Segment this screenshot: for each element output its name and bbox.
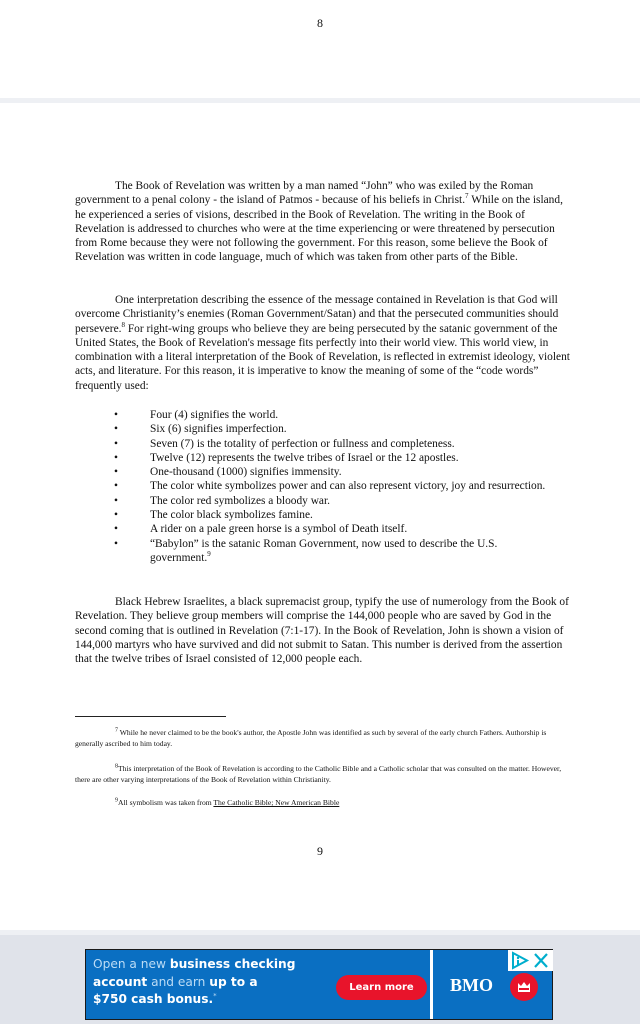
- learn-more-button[interactable]: Learn more: [336, 975, 427, 1000]
- footnote-ref[interactable]: 9: [207, 550, 211, 559]
- paragraph-text: Black Hebrew Israelites, a black supremacist group, typify the use of numerology from the Book of Revelation. They believe group members will comprise the 144,000 people who are saved by God in the second coming that is outlined in Revelation (7:1-17). In the Book of Revelation, John is shown a vision of 144,000 martyrs who have survived and did not submit to Satan. This number is derived from the assertion that the twelve tribes of Israel consisted of 12,000 people each.: [75, 596, 569, 666]
- footnote-number: 8: [115, 763, 118, 770]
- list-item: • Four (4) signifies the world.: [114, 409, 279, 421]
- bullet-icon: •: [114, 480, 118, 493]
- list-item: • The color black symbolizes famine.: [114, 509, 313, 522]
- paragraph-text: The Book of Revelation was written by a man named “John” who was exiled by the Roman government to a penal colony - the island of Patmos - because of his beliefs in Christ.: [75, 180, 534, 207]
- bullet-icon: •: [114, 537, 118, 550]
- ad-headline[interactable]: Open a new business checking account and earn up to a $750 cash bonus.*: [93, 957, 296, 1006]
- list-item: • “Babylon” is the satanic Roman Government, now used to describe the U.S. government.$^9$: [114, 537, 498, 564]
- paragraph-text: For right-wing groups who believe they are being persecuted by the satanic government of the United States, the Book of Revelation's message fits perfectly into their world view. This world view, in combination with a literal interpretation of the Book of Revelation, is reflected in extremist ideology, violent acts, and literature. For this reason, it is imperative to know the meaning of some of the “code words” frequently used:: [75, 322, 570, 392]
- page-separator: [0, 98, 640, 103]
- bullet-icon: •: [114, 451, 118, 464]
- list-item: • The color white symbolizes power and can also represent victory, joy and resurrection.: [114, 480, 546, 493]
- adchoices-icon: [513, 953, 527, 968]
- list-item: • One-thousand (1000) signifies immensity.: [114, 466, 342, 479]
- code-words-list: [110, 408, 550, 565]
- bullet-icon: •: [114, 423, 118, 436]
- footnote-divider: [75, 716, 226, 717]
- bullet-icon: •: [114, 437, 118, 450]
- bmo-roundel-icon: [510, 973, 538, 1001]
- bullet-icon: •: [114, 409, 118, 421]
- footnote-number: 9: [115, 797, 118, 804]
- citation-link[interactable]: The Catholic Bible; New American Bible: [213, 798, 340, 807]
- list-item: • Seven (7) is the totality of perfection or fullness and completeness.: [114, 437, 455, 450]
- footnote-9: $^9$All symbolism was taken from The Catholic Bible; New American Bible: [115, 797, 340, 807]
- list-item: • Six (6) signifies imperfection.: [114, 423, 287, 436]
- footnote-number: 7: [115, 727, 118, 734]
- bullet-icon: •: [114, 466, 118, 479]
- ad-divider: [430, 950, 433, 1019]
- footnote-ref[interactable]: 8: [121, 320, 125, 329]
- brand-logo: BMO: [450, 975, 493, 995]
- list-item: • Twelve (12) represents the twelve tribes of Israel or the 12 apostles.: [114, 451, 459, 464]
- bullet-icon: •: [114, 523, 118, 536]
- footnote-8: $^8$This interpretation of the Book of Revelation is according to the Catholic Bible and a Catholic scholar that was consulted on the matter. However, there are other varying interpretations of the Book of Revelation within Christianity.: [75, 763, 562, 784]
- bullet-icon: •: [114, 494, 118, 507]
- ad-choices[interactable]: [508, 950, 553, 971]
- bullet-icon: •: [114, 509, 118, 522]
- paragraph-text: While on the island, he experienced a series of visions, described in the Book of Revelation. The writing in the Book of Revelation is addressed to churches who were at the time experiencing or were threatened by persecution from Rome because they were not following the government. For this reason, some believe the Book of Revelation was written in code language, much of which was taken from other parts of the Bible.: [75, 194, 563, 264]
- page-number-top: 8: [317, 16, 323, 30]
- paragraph-text: One interpretation describing the essence of the message contained in Revelation is that God will overcome Christianity’s enemies (Roman Government/Satan) and that the persecuted communities should persevere.: [75, 294, 559, 335]
- list-item: • The color red symbolizes a bloody war.: [114, 494, 330, 507]
- paragraph-2: [75, 293, 570, 393]
- paragraph-1: [75, 179, 570, 265]
- page-number-bottom: 9: [317, 844, 323, 858]
- close-icon: [535, 954, 547, 967]
- footnote-ref[interactable]: 7: [465, 192, 469, 201]
- footnote-7: $^7$ While he never claimed to be the book's author, the Apostle John was identified as such by several of the early church Fathers. Authorship is generally ascribed to him today.: [75, 727, 547, 748]
- paragraph-3: [75, 595, 570, 666]
- list-item: • A rider on a pale green horse is a symbol of Death itself.: [114, 523, 408, 536]
- ad-banner[interactable]: [85, 949, 553, 1020]
